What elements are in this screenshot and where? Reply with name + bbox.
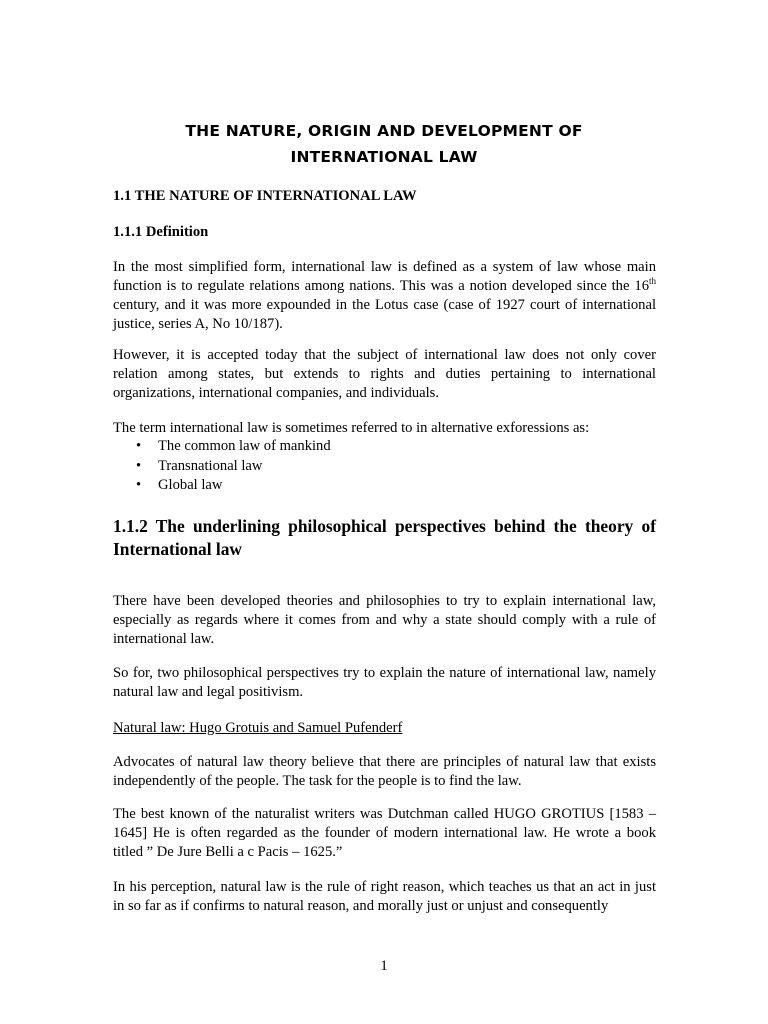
list-item	[113, 437, 656, 457]
paragraph-right-reason: In his perception, natural law is the rule of right reason, which teaches us that an act in just in so far as if confirms to natural reason, and morally just or unjust and consequently	[113, 879, 656, 914]
bullet-icon: •	[136, 477, 142, 493]
subsection-heading-philosophical-perspectives: 1.1.2 The underlining philosophical perspectives behind the theory of International law	[113, 516, 656, 559]
bullet-icon: •	[136, 438, 142, 454]
list-item-text: Transnational law	[158, 457, 263, 474]
paragraph-natural-law-advocates: Advocates of natural law theory believe that there are principles of natural law that exists independently of the people. The task for the people is to find the law.	[113, 754, 656, 789]
paragraph-two-perspectives: So for, two philosophical perspectives try to explain the nature of international law, namely natural law and legal positivism.	[113, 665, 656, 700]
list-item	[113, 457, 656, 477]
alternative-terms-list	[113, 437, 656, 496]
section-heading-1-1: 1.1 THE NATURE OF INTERNATIONAL LAW	[113, 188, 417, 204]
document-title-line-2: INTERNATIONAL LAW	[290, 148, 478, 166]
century-number: 16	[634, 278, 649, 294]
paragraph-definition	[113, 258, 656, 334]
list-item-text: The common law of mankind	[158, 438, 331, 454]
paragraph-scope: However, it is accepted today that the subject of international law does not only cover relation among states, but extends to rights and duties pertaining to international organizations, international companies, and individuals.	[113, 347, 656, 401]
subsection-heading-definition: 1.1.1 Definition	[113, 224, 209, 240]
paragraph-definition-part2: century, and it was more expounded in the Lotus case (case of 1927 court of international justice, series A, No 10/187).	[113, 297, 656, 332]
list-item-text: Global law	[158, 477, 223, 493]
paragraph-hugo-grotius: The best known of the naturalist writers was Dutchman called HUGO GROTIUS [1583 – 1645] He is often regarded as the founder of modern international law. He wrote a book titled ” De Jure Belli a c Pacis – 1625.”	[113, 806, 656, 860]
subheading-natural-law: Natural law: Hugo Grotuis and Samuel Pufenderf	[113, 720, 403, 736]
page-number: 1	[380, 958, 388, 974]
bullet-icon: •	[136, 457, 142, 474]
document-title-line-1: THE NATURE, ORIGIN AND DEVELOPMENT OF	[185, 122, 583, 140]
list-item	[113, 476, 656, 496]
century-suffix: th	[648, 276, 656, 287]
paragraph-theories: There have been developed theories and philosophies to try to explain international law, especially as regards where it comes from and why a state should comply with a rule of international law.	[113, 593, 656, 647]
paragraph-definition-part1: In the most simplified form, international law is defined as a system of law whose main function is to regulate relations among nations. This was a notion developed since the	[113, 259, 656, 294]
paragraph-alternative-terms: The term international law is sometimes referred to in alternative exforessions as:	[113, 420, 590, 436]
